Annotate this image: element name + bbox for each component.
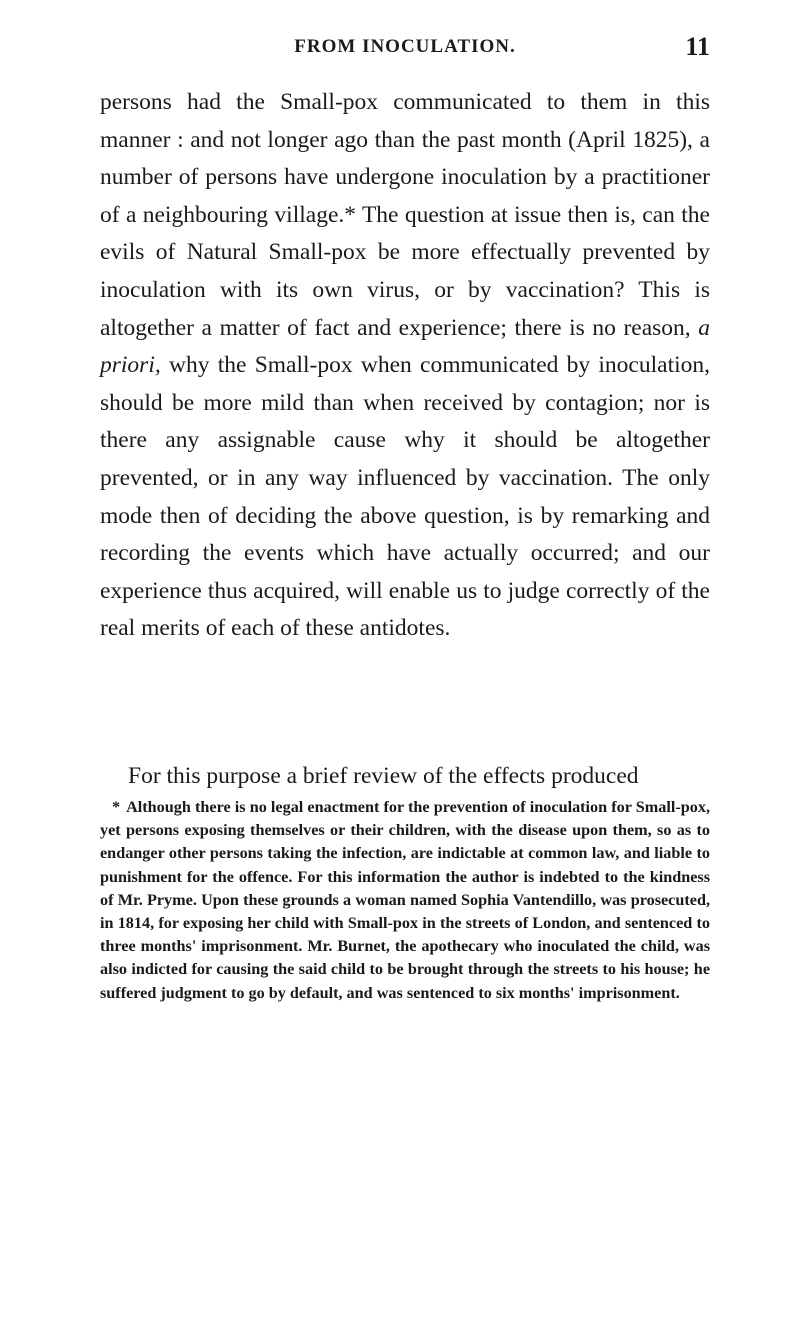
main-paragraph xyxy=(100,84,710,648)
italic-phrase: a priori, xyxy=(100,314,710,379)
footnote xyxy=(100,796,710,1005)
second-paragraph: For this purpose a brief review of the effects produced xyxy=(128,763,639,789)
paragraph-text-part2: why the Small-pox when communicated by inoculation, should be more mild than when received by contagion; nor is there any assignable cause why it should be altogether prevented, or in any way influenced by vaccination. The only mode then of deciding the above question, is by remarking and recording the events which have actually occurred; and our experience thus acquired, will enable us to judge correctly of the real merits of each of these antidotes. xyxy=(100,352,710,642)
footnote-text: Although there is no legal enactment for the prevention of inoculation for Small-pox, yet persons exposing themselves or their children, with the disease upon them, so as to endanger other persons taking the infection, are indictable at common law, and liable to punishment for the offence. For this information the author is indebted to the kindness of Mr. Pryme. Upon these grounds a woman named Sophia Vantendillo, was prosecuted, in 1814, for exposing her child with Small-pox in the streets of London, and sentenced to three months' imprisonment. Mr. Burnet, the apothecary who inoculated the child, was also indicted for causing the said child to be brought through the streets to his house; he suffered judgment to go by default, and was sentenced to six months' imprisonment. xyxy=(100,798,710,1002)
paragraph-text-part1: persons had the Small-pox communicated to them in this manner : and not longer ago than the past month (April 1825), a number of persons have undergone inoculation by a practitioner of a neighbouring village.* The question at issue then is, can the evils of Natural Small-pox be more effectually prevented by inoculation with its own virus, or by vaccination? This is altogether a matter of fact and experience; there is no reason, xyxy=(100,89,710,341)
running-header xyxy=(100,32,710,66)
footnote-marker: * xyxy=(112,798,121,816)
running-head-title: FROM INOCULATION. xyxy=(294,36,516,57)
page-number: 11 xyxy=(685,32,710,61)
